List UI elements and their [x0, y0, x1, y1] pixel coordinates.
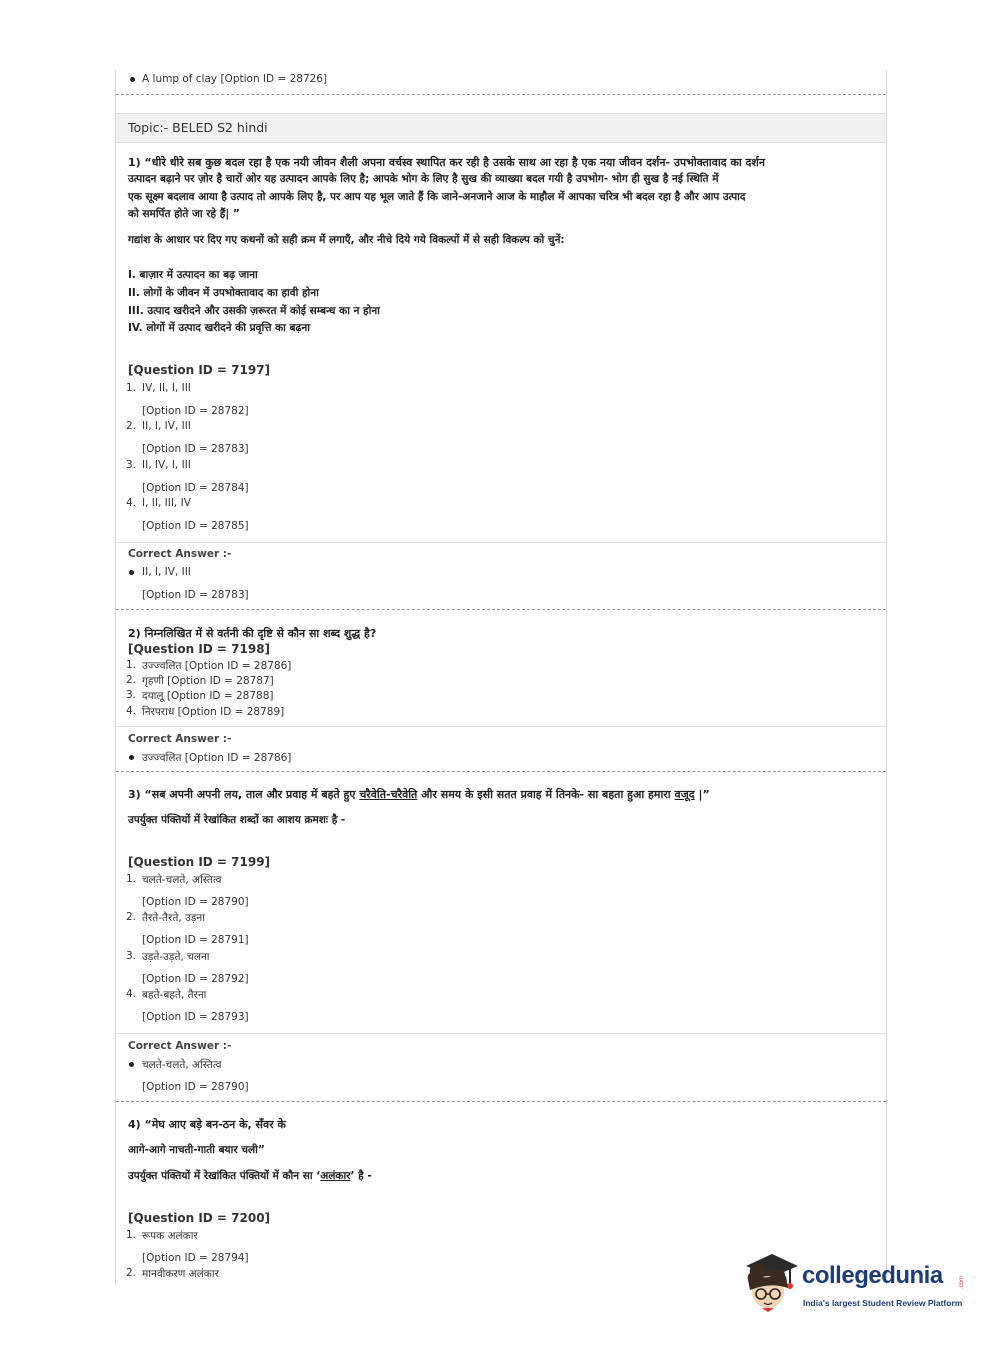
passage-line: उत्पादन बढ़ाने पर ज़ोर है चारों ओर यह उत्पादन आपके लिए है; आपके भोग के लिए है सुख की व्याख्या बदल गयी है उपभोग- भोग ही सुख है नई स्थिति में: [128, 173, 719, 185]
option-text: गृहणी [Option ID = 28787]: [142, 675, 274, 687]
statement: I. बाज़ार में उत्पादन का बढ़ जाना: [128, 269, 258, 281]
passage-line: एक सूक्ष्म बदलाव आया है उत्पाद तो आपके लिए है, पर आप यह भूल जाते हैं कि जाने-अनजाने आज के माहौल में आपका चरित्र भी बदल रहा है और आप उत्पाद: [128, 191, 746, 203]
question-id: [Question ID = 7200]: [128, 1211, 271, 1225]
option-id: [Option ID = 28794]: [142, 1252, 249, 1264]
correct-answer-option-id: [Option ID = 28790]: [142, 1081, 249, 1093]
option-text: उड़ते-उड़ते, चलना: [142, 951, 210, 963]
option-number: 3.: [126, 459, 137, 471]
correct-answer-label: Correct Answer :-: [128, 733, 232, 745]
option-id: [Option ID = 28790]: [142, 896, 249, 908]
quote-line: “मेघ आए बड़े बन-ठन के, सँवर के: [144, 1118, 286, 1131]
document-page: [115, 70, 887, 1285]
separator: [116, 1101, 886, 1102]
separator: [116, 609, 886, 610]
brand-tagline: India's largest Student Review Platform: [803, 1298, 963, 1308]
option-text: मानवीकरण अलंकार: [142, 1268, 219, 1280]
instruction-part: उपर्युक्त पंक्तियों में रेखांकित पंक्तियों में कौन सा ‘: [128, 1170, 321, 1182]
question-number: 1): [128, 156, 141, 169]
option-text: तैरते-तैरते, उड़ना: [142, 912, 205, 924]
correct-answer-text: उज्ज्वलित [Option ID = 28786]: [142, 752, 292, 764]
option-number: 1.: [126, 873, 137, 885]
question-instruction: उपर्युक्त पंक्तियों में रेखांकित शब्दों का आशय क्रमशः है -: [128, 814, 346, 826]
question-2-text: [128, 626, 376, 641]
brand-name: collegedunia: [802, 1262, 943, 1289]
bullet-icon: [129, 570, 134, 575]
correct-answer-label: Correct Answer :-: [128, 548, 232, 560]
option-text: I, II, III, IV: [142, 497, 191, 509]
instruction-part: ’ है -: [350, 1170, 372, 1182]
option-number: 2.: [126, 674, 137, 686]
option-number: 4.: [126, 705, 137, 717]
quote-part: “सब अपनी अपनी लय, ताल और प्रवाह में बहते हुए: [144, 788, 356, 801]
brand-domain: .com: [959, 1276, 965, 1290]
option-id: [Option ID = 28791]: [142, 934, 249, 946]
option-id: [Option ID = 28792]: [142, 973, 249, 985]
option-number: 1.: [126, 382, 137, 394]
divider: [116, 542, 886, 543]
option-number: 1.: [126, 1229, 137, 1241]
question-id: [Question ID = 7197]: [128, 363, 271, 377]
question-3-text: [128, 787, 710, 802]
quote-part: |”: [698, 788, 710, 801]
separator: [116, 94, 886, 95]
option-text: उज्ज्वलित [Option ID = 28786]: [142, 660, 292, 672]
option-id: [Option ID = 28782]: [142, 405, 249, 417]
divider: [116, 1033, 886, 1034]
option-text: दयालू [Option ID = 28788]: [142, 690, 274, 702]
statement: IV. लोगों में उत्पाद खरीदने की प्रवृत्ति का बढ़ना: [128, 322, 311, 334]
option-number: 2.: [126, 1267, 137, 1279]
question-4-text: [128, 1117, 286, 1132]
question-id: [Question ID = 7199]: [128, 855, 271, 869]
option-number: 4.: [126, 988, 137, 1000]
bullet-icon: [129, 755, 134, 760]
prev-answer-option: A lump of clay [Option ID = 28726]: [142, 73, 328, 85]
option-number: 2.: [126, 911, 137, 923]
question-instruction: [128, 1169, 372, 1183]
underlined-word: अलंकार: [320, 1170, 351, 1182]
topic-header: [116, 113, 886, 143]
question-number: 2): [128, 627, 141, 640]
correct-answer-text: चलते-चलते, अस्तित्व: [142, 1059, 222, 1071]
question-stem: निम्नलिखित में से वर्तनी की दृष्टि से कौन सा शब्द शुद्ध है?: [144, 627, 377, 640]
option-id: [Option ID = 28785]: [142, 520, 249, 532]
underlined-word: चरैवेति-चरैवेति: [359, 788, 418, 801]
option-number: 2.: [126, 420, 137, 432]
correct-answer-option-id: [Option ID = 28783]: [142, 589, 249, 601]
question-number: 3): [128, 788, 141, 801]
quote-line: आगे-आगे नाचती-गाती बयार चली”: [128, 1144, 265, 1156]
question-instruction: गद्यांश के आधार पर दिए गए कथनों को सही क्रम में लगाएँ, और नीचे दिये गये विकल्पों में से सही विकल्प को चुनें:: [128, 234, 565, 246]
option-id: [Option ID = 28784]: [142, 482, 249, 494]
option-number: 1.: [126, 659, 137, 671]
question-1-text: [128, 155, 765, 170]
passage-line: को समर्पित होते जा रहे हैं| ”: [128, 208, 240, 220]
option-text: बहते-बहते, तैरना: [142, 989, 207, 1001]
option-text: चलते-चलते, अस्तित्व: [142, 874, 222, 886]
bullet-icon: [130, 77, 135, 82]
option-number: 3.: [126, 950, 137, 962]
separator: [116, 771, 886, 772]
divider: [116, 726, 886, 727]
question-number: 4): [128, 1118, 141, 1131]
statement: II. लोगों के जीवन में उपभोक्तावाद का हावी होना: [128, 287, 319, 299]
correct-answer-text: II, I, IV, III: [142, 566, 191, 578]
option-number: 4.: [126, 497, 137, 509]
underlined-word: वजूद: [674, 788, 695, 801]
option-text: रूपक अलंकार: [142, 1230, 198, 1242]
correct-answer-label: Correct Answer :-: [128, 1040, 232, 1052]
option-id: [Option ID = 28783]: [142, 443, 249, 455]
option-number: 3.: [126, 689, 137, 701]
topic-title: Topic:- BELED S2 hindi: [128, 120, 268, 135]
option-text: IV, II, I, III: [142, 382, 191, 394]
passage-line: “धीरे धीरे सब कुछ बदल रहा है एक नयी जीवन शैली अपना वर्चस्व स्थापित कर रही है उसके साथ आ रहा है एक नया जीवन दर्शन- उपभोक्तावाद का दर्शन: [144, 156, 765, 169]
option-text: निरपराध [Option ID = 28789]: [142, 706, 285, 718]
quote-part: और समय के इसी सतत प्रवाह में तिनके- सा बहता हुआ हमारा: [421, 788, 671, 801]
option-text: II, I, IV, III: [142, 420, 191, 432]
option-id: [Option ID = 28793]: [142, 1011, 249, 1023]
question-id: [Question ID = 7198]: [128, 642, 271, 656]
statement: III. उत्पाद खरीदने और उसकी ज़रूरत में कोई सम्बन्ध का न होना: [128, 305, 380, 317]
bullet-icon: [129, 1062, 134, 1067]
option-text: II, IV, I, III: [142, 459, 191, 471]
mascot-logo-icon: [742, 1250, 802, 1312]
